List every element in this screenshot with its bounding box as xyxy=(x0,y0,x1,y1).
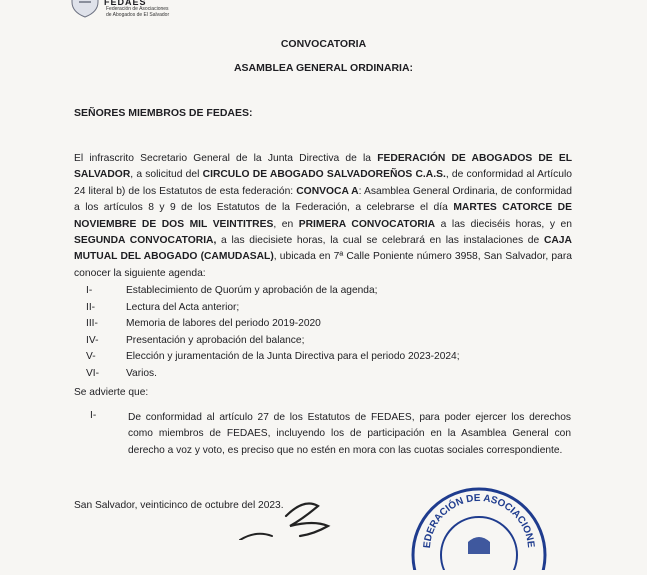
note-text: De conformidad al artículo 27 de los Estatutos de FEDAES, para poder ejercer los derechos como miembros de FEDAES, incluyendo los de participación en la Asamblea General con derecho a voz y voto, es preciso que no estén en mora con las cuotas sociales correspondiente. xyxy=(128,412,571,456)
federation-seal-icon xyxy=(404,480,554,570)
org-subtitle xyxy=(106,6,169,18)
agenda-item xyxy=(0,318,647,333)
agenda-number: VI- xyxy=(86,368,100,379)
federation-name: FEDERACIÓN DE ABOGADOS DE EL SALVADOR xyxy=(74,153,572,181)
agenda-item xyxy=(0,335,647,350)
request-text: , a solicitud del xyxy=(130,169,200,181)
agenda-number: II- xyxy=(86,301,96,313)
org-subtitle-line1: Federación de Asociaciones xyxy=(106,6,169,12)
agenda-item xyxy=(0,351,647,366)
agenda-item xyxy=(0,302,647,317)
meeting-date: MARTES CATORCE DE NOVIEMBRE DE DOS MIL VEINTITRES xyxy=(74,202,572,230)
document-subtitle: ASAMBLEA GENERAL ORDINARIA: xyxy=(233,62,414,74)
signature-icon xyxy=(230,496,360,540)
place-date: San Salvador, veinticinco de octubre del 2023. xyxy=(74,500,284,511)
agenda-text: Establecimiento de Quorúm y aprobación de la agenda; xyxy=(126,285,378,296)
seal-text: EDERACIÓN DE ASOCIACIONE xyxy=(421,492,537,549)
agenda-number: I- xyxy=(86,285,93,296)
document-title: CONVOCATORIA xyxy=(280,38,367,50)
note-number: I- xyxy=(90,410,97,421)
agenda-item xyxy=(0,285,647,300)
agenda-text: Elección y juramentación de la Junta Directiva para el periodo 2023-2024; xyxy=(126,351,460,363)
org-subtitle-line2: de Abogados de El Salvador xyxy=(106,12,170,18)
addressee: SEÑORES MIEMBROS DE FEDAES: xyxy=(74,107,253,119)
agenda-number: III- xyxy=(86,318,98,330)
conformity-text: , de conformidad al Artículo 24 literal b) de los Estatutos de esta federación: xyxy=(74,169,572,197)
intro-text: El infrascrito Secretario General de la Junta Directiva de la xyxy=(74,153,372,164)
address-text: , ubicada en 7ª Calle Poniente número 3958, San Salvador, para conocer la siguiente agenda: xyxy=(74,251,572,279)
venue-name: CAJA MUTUAL DEL ABOGADO (CAMUDASAL) xyxy=(74,235,572,263)
agenda-text: Memoria de labores del periodo 2019-2020 xyxy=(126,318,321,330)
first-call: PRIMERA CONVOCATORIA xyxy=(298,218,436,230)
agenda-number: V- xyxy=(86,351,96,363)
second-call: SEGUNDA CONVOCATORIA, xyxy=(74,235,217,247)
agenda-number: IV- xyxy=(86,334,99,346)
agenda-text: Varios. xyxy=(126,368,157,379)
agenda-item xyxy=(0,368,647,383)
first-time-text: a las dieciséis horas, y en xyxy=(435,218,572,230)
agenda-text: Lectura del Acta anterior; xyxy=(126,301,240,313)
circle-name: CIRCULO DE ABOGADO SALVADOREÑOS C.A.S. xyxy=(202,169,446,181)
convoca-text: CONVOCA A xyxy=(296,185,359,197)
org-name: FEDAES xyxy=(104,0,147,7)
agenda-text: Presentación y aprobación del balance; xyxy=(126,334,305,346)
convocation-paragraph xyxy=(74,151,572,282)
comma-text: , en xyxy=(273,218,294,230)
second-time-text: a las diecisiete horas, la cual se celebrará en las instalaciones de xyxy=(216,235,540,247)
notice-heading: Se advierte que: xyxy=(74,387,149,398)
assembly-text: : Asamblea General Ordinaria, de conformidad a los artículos 8 y 9 de los Estatutos de la Federación, a celebrarse el día xyxy=(74,185,572,214)
fedaes-logo-icon xyxy=(68,0,102,18)
